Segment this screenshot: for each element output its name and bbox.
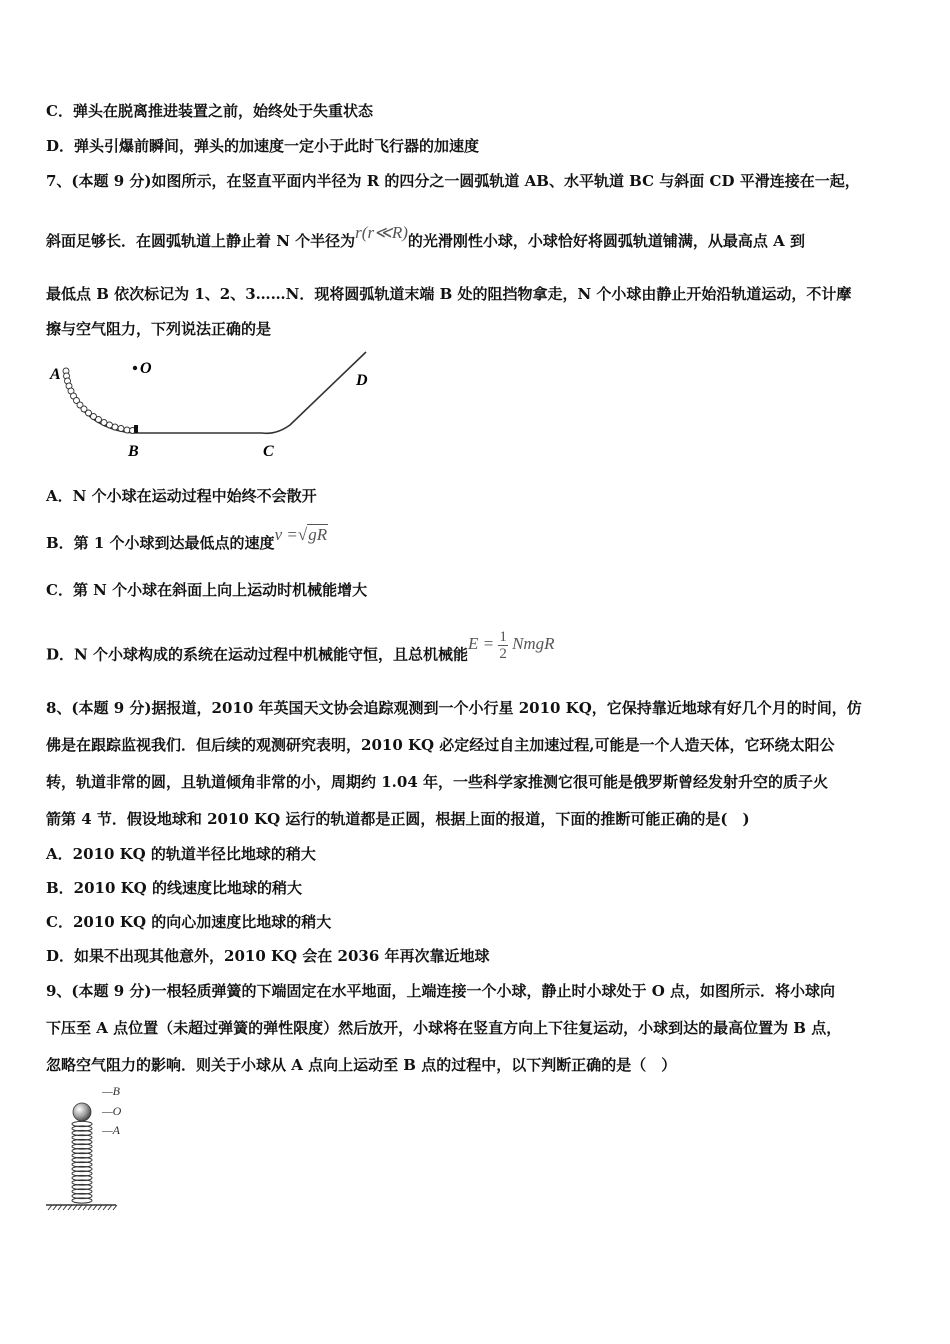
q8-stem-line3: 转，轨道非常的圆，且轨道倾角非常的小，周期约 1.04 年，一些科学家推测它很可能是俄罗斯曾经发射升空的质子火 [46, 773, 828, 791]
q9-ball [73, 1103, 91, 1121]
q7-energy-lhs: E = [467, 634, 495, 654]
q8-option-b: B．2010 KQ 的线速度比地球的稍大 [46, 879, 302, 897]
q9-label-b: —B [102, 1084, 120, 1098]
q7-energy-fraction [498, 629, 508, 662]
q7-option-d [46, 629, 555, 672]
q7-velocity-lhs: v = [274, 525, 298, 544]
q7-stem-line2-a: 斜面足够长．在圆弧轨道上静止着 N 个半径为 [46, 232, 356, 250]
q6-option-d: D．弹头引爆前瞬间，弹头的加速度一定小于此时飞行器的加速度 [46, 137, 480, 155]
q7-energy-rhs: NmgR [512, 634, 555, 654]
q9-label-o: —O [102, 1104, 122, 1118]
q7-stopper [134, 425, 138, 433]
q8-stem-line1: 8、(本题 9 分)据报道，2010 年英国天文协会追踪观测到一个小行星 2010 KQ，它保持靠近地球有好几个月的时间，仿 [46, 699, 862, 717]
q7-center-point [133, 366, 137, 370]
q7-option-d-text: D．N 个小球构成的系统在运动过程中机械能守恒，且总机械能 [46, 645, 468, 664]
q8-stem-line4: 箭第 4 节．假设地球和 2010 KQ 运行的轨道都是正圆，根据上面的报道，下面的推断可能正确的是( ) [46, 810, 750, 828]
q9-stem-line1: 9、(本题 9 分)一根轻质弹簧的下端固定在水平地面，上端连接一个小球，静止时小球处于 O 点，如图所示．将小球向 [46, 982, 836, 1000]
q7-radius-formula: r(r≪R) [355, 223, 408, 242]
q7-option-b [46, 525, 328, 553]
q7-stem-line1: 7、(本题 9 分)如图所示，在竖直平面内半径为 R 的四分之一圆弧轨道 AB、水平轨道 BC 与斜面 CD 平滑连接在一起， [46, 172, 860, 190]
q8-option-c: C．2010 KQ 的向心加速度比地球的稍大 [46, 913, 332, 931]
q7-velocity-radicand: gR [308, 525, 328, 544]
q7-option-b-text: B．第 1 个小球到达最低点的速度 [46, 534, 275, 552]
q7-energy-denominator: 2 [499, 646, 507, 662]
q7-label-d: D [356, 372, 368, 389]
q7-stem-line3: 最低点 B 依次标记为 1、2、3……N．现将圆弧轨道末端 B 处的阻挡物拿走，N 个小球由静止开始沿轨道运动，不计摩 [46, 285, 852, 303]
sqrt-icon: √ [297, 525, 308, 544]
q8-option-a: A．2010 KQ 的轨道半径比地球的稍大 [46, 845, 316, 863]
q7-track-figure [44, 345, 384, 465]
q8-stem-line2: 佛是在跟踪监视我们．但后续的观测研究表明，2010 KQ 必定经过自主加速过程,可能是一个人造天体，它环绕太阳公 [46, 736, 835, 754]
q7-option-c: C．第 N 个小球在斜面上向上运动时机械能增大 [46, 581, 368, 599]
q7-energy-formula [467, 629, 555, 662]
q9-ground-hatch [48, 1205, 117, 1210]
q7-stem-line2 [46, 223, 806, 251]
q7-energy-numerator: 1 [499, 629, 507, 645]
q9-stem-line2: 下压至 A 点位置（未超过弹簧的弹性限度）然后放开，小球将在竖直方向上下往复运动，小球到达的最高位置为 B 点， [46, 1019, 842, 1037]
q8-option-d: D．如果不出现其他意外，2010 KQ 会在 2036 年再次靠近地球 [46, 947, 490, 965]
q6-option-c: C．弹头在脱离推进装置之前，始终处于失重状态 [46, 102, 373, 120]
q7-stem-line2-b: 的光滑刚性小球，小球恰好将圆弧轨道铺满，从最高点 A 到 [407, 232, 806, 250]
q7-label-o: O [140, 360, 152, 377]
q9-stem-line3: 忽略空气阻力的影响．则关于小球从 A 点向上运动至 B 点的过程中，以下判断正确的是（ ） [46, 1056, 677, 1074]
q7-label-b: B [128, 443, 139, 460]
q9-spring-coil [72, 1121, 92, 1203]
q7-label-c: C [263, 443, 274, 460]
q9-label-a: —A [102, 1123, 120, 1137]
q7-velocity-formula [275, 525, 329, 544]
q7-label-a: A [50, 366, 61, 383]
q7-stem-line4: 擦与空气阻力，下列说法正确的是 [46, 320, 272, 338]
q7-flat-track [138, 352, 366, 433]
q9-spring-figure [44, 1082, 144, 1214]
q7-option-a: A．N 个小球在运动过程中始终不会散开 [46, 487, 317, 505]
